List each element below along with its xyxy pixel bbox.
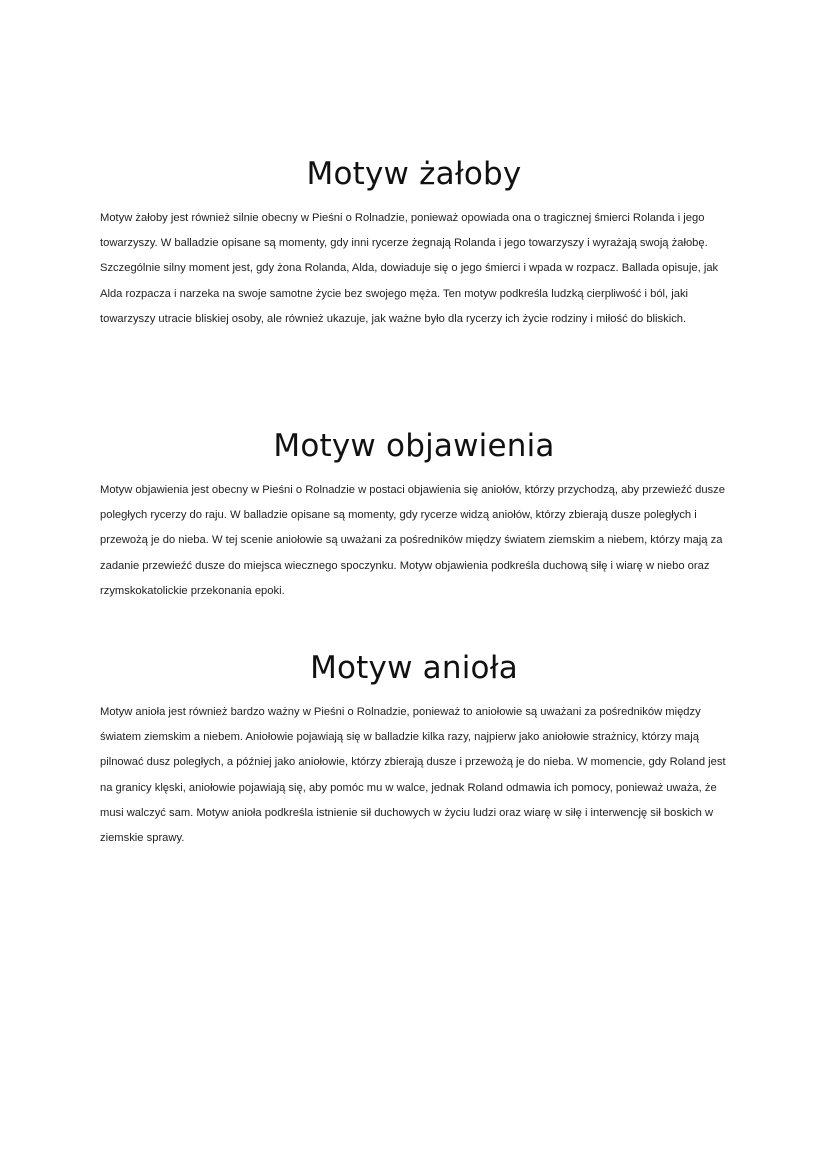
section-heading: Motyw żałoby: [306, 156, 522, 192]
section-motyw-objawienia: [100, 428, 728, 604]
section-paragraph: Motyw żałoby jest również silnie obecny w Pieśni o Rolnadzie, ponieważ opowiada ona o tragicznej śmierci Rolanda i jego towarzyszy. W balladzie opisane są momenty, gdy inni rycerze żegnają Rolanda i jego towarzyszy i wyrażają swoją żałobę. Szczególnie silny moment jest, gdy żona Rolanda, Alda, dowiaduje się o jego śmierci i wpada w rozpacz. Ballada opisuje, jak Alda rozpacza i narzeka na swoje samotne życie bez swojego męża. Ten motyw podkreśla ludzką cierpliwość i ból, jaki towarzyszy utracie bliskiej osoby, ale również ukazuje, jak ważne było dla rycerzy ich życie rodziny i miłość do bliskich.: [100, 212, 719, 325]
section-motyw-zaloby: [100, 156, 728, 332]
section-motyw-aniola: [100, 650, 728, 851]
section-paragraph: Motyw objawienia jest obecny w Pieśni o Rolnadzie w postaci objawienia się aniołów, którzy przychodzą, aby przewieźć dusze poległych rycerzy do raju. W balladzie opisane są momenty, gdy rycerze widzą aniołów, którzy zbierają dusze poległych i przewożą je do nieba. W tej scenie aniołowie są uważani za pośredników między światem ziemskim a niebem, którzy mają za zadanie przewieźć dusze do miejsca wiecznego spoczynku. Motyw objawienia podkreśla duchową siłę i wiarę w niebo oraz rzymskokatolickie przekonania epoki.: [100, 484, 725, 597]
section-paragraph: Motyw anioła jest również bardzo ważny w Pieśni o Rolnadzie, ponieważ to aniołowie są uważani za pośredników między światem ziemskim a niebem. Aniołowie pojawiają się w balladzie kilka razy, najpierw jako aniołowie strażnicy, którzy mają pilnować dusz poległych, a później jako aniołowie, którzy zbierają dusze i przewożą je do nieba. W momencie, gdy Roland jest na granicy klęski, aniołowie pojawiają się, aby pomóc mu w walce, jednak Roland odmawia ich pomocy, ponieważ uważa, że musi walczyć sam. Motyw anioła podkreśla istnienie sił duchowych w życiu ludzi oraz wiarę w siłę i interwencję sił boskich w ziemskie sprawy.: [100, 706, 726, 845]
section-heading: Motyw objawienia: [273, 428, 555, 464]
section-heading: Motyw anioła: [310, 650, 518, 686]
